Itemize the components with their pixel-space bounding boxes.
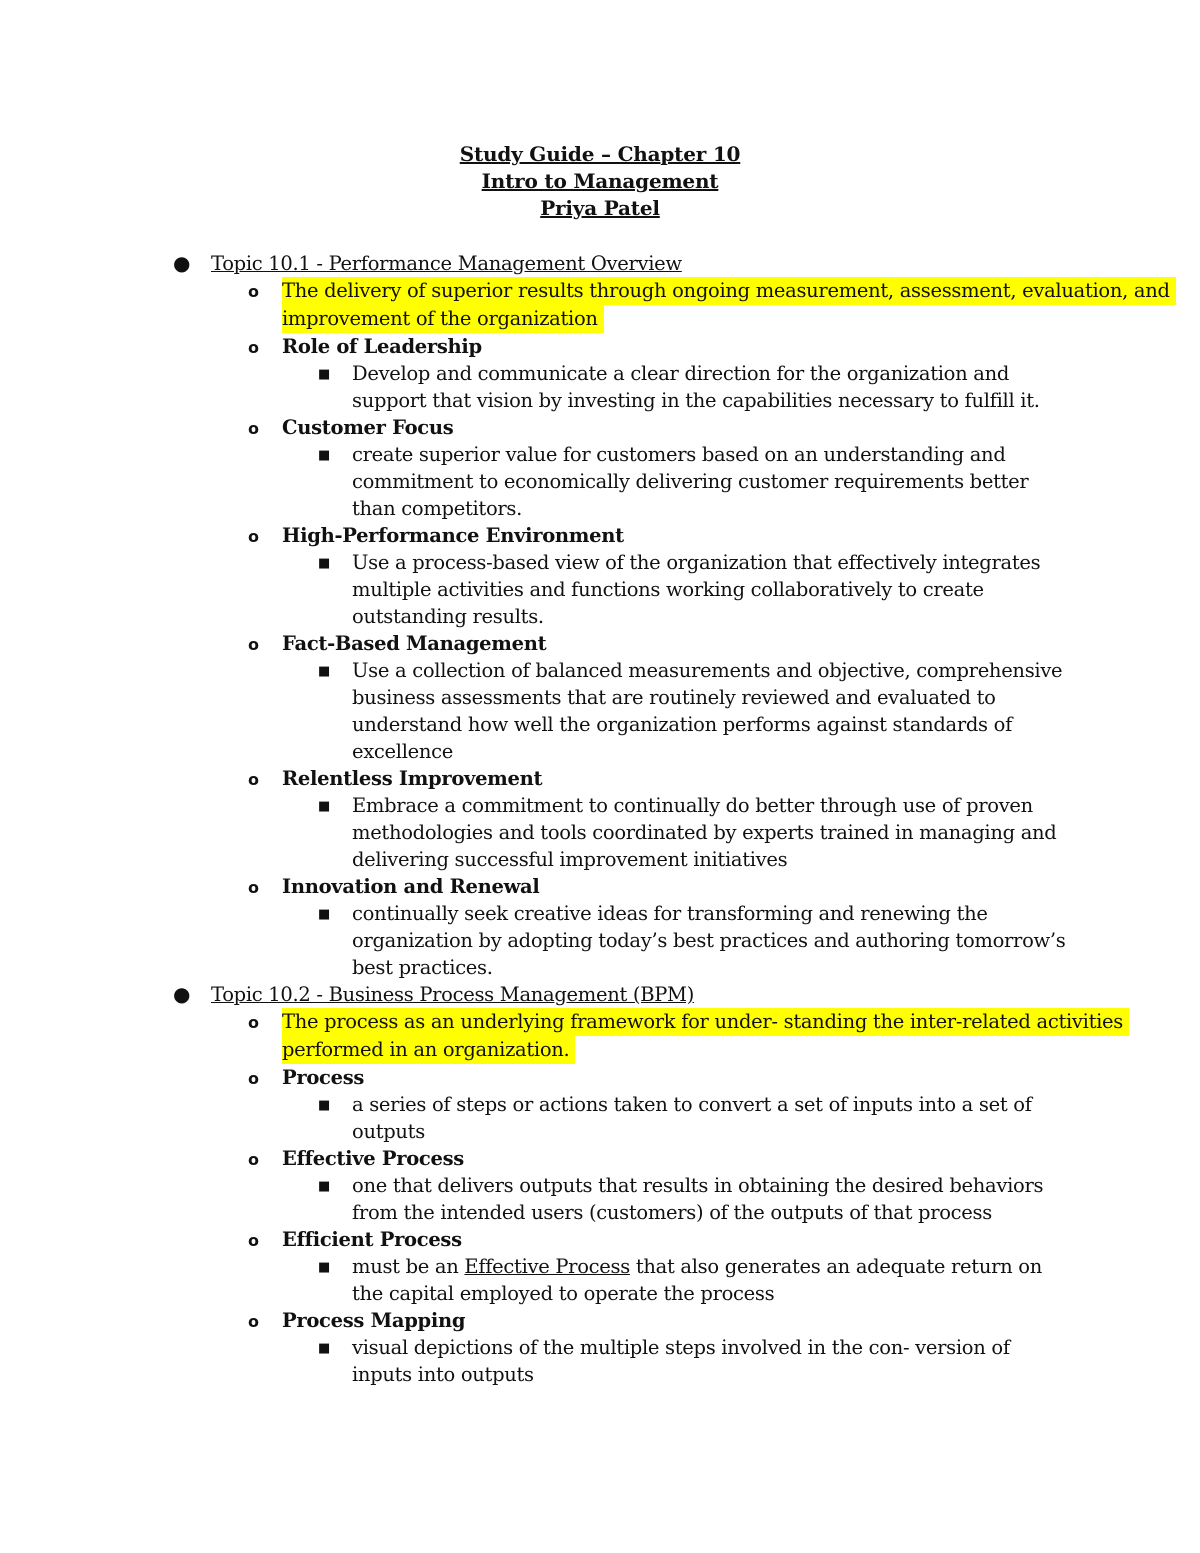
detail-text: Use a collection of balanced measurements and objective, comprehensive business assessments that are routinely reviewed and evaluated to understand how well the organization performs against standards of excellence: [352, 659, 1063, 763]
square-bullet-icon: ■: [318, 367, 330, 382]
detail-text: Develop and communicate a clear direction for the organization and support that vision by investing in the capabilities necessary to fulfill it.: [352, 362, 1040, 412]
filled-bullet-icon: ●: [173, 251, 191, 275]
hollow-bullet-icon: o: [248, 1150, 259, 1169]
subtopic-item: [0, 873, 1200, 900]
subtopic-heading: High-Performance Environment: [282, 524, 624, 547]
detail-text: visual depictions of the multiple steps involved in the con- version of inputs into outputs: [352, 1336, 1010, 1386]
subtopic-heading: Fact-Based Management: [282, 632, 547, 655]
square-bullet-icon: ■: [318, 664, 330, 679]
hollow-bullet-icon: o: [248, 419, 259, 438]
topic-title: Topic 10.2 - Business Process Management (BPM): [211, 983, 695, 1006]
filled-bullet-icon: ●: [173, 982, 191, 1006]
detail-item: [0, 900, 1200, 981]
detail-item: [0, 1172, 1200, 1226]
hollow-bullet-icon: o: [248, 282, 259, 301]
detail-text: Use a process-based view of the organization that effectively integrates multiple activities and functions working collaboratively to create outstanding results.: [352, 551, 1041, 628]
hollow-bullet-icon: o: [248, 1231, 259, 1250]
hollow-bullet-icon: o: [248, 878, 259, 897]
square-bullet-icon: ■: [318, 1098, 330, 1113]
hollow-bullet-icon: o: [248, 527, 259, 546]
detail-text: Embrace a commitment to continually do better through use of proven methodologies and tools coordinated by experts trained in managing and delivering successful improvement initiatives: [352, 794, 1057, 871]
hollow-bullet-icon: o: [248, 1069, 259, 1088]
detail-item: [0, 441, 1200, 522]
title-line: Study Guide – Chapter 10: [459, 142, 741, 166]
hollow-bullet-icon: o: [248, 1013, 259, 1032]
hollow-bullet-icon: o: [248, 338, 259, 357]
outline: [0, 250, 1200, 1388]
detail-text: a series of steps or actions taken to convert a set of inputs into a set of outputs: [352, 1093, 1032, 1143]
subtopic-heading: Relentless Improvement: [282, 767, 543, 790]
square-bullet-icon: ■: [318, 1260, 330, 1275]
hollow-bullet-icon: o: [248, 635, 259, 654]
topic-title: Topic 10.1 - Performance Management Overview: [211, 252, 682, 275]
subtopic-heading: Process Mapping: [282, 1309, 466, 1332]
topic-item: [0, 981, 1200, 1008]
topic-item: [0, 250, 1200, 277]
highlighted-definition: The process as an underlying framework for under- standing the inter-related activities performed in an organization.: [282, 1008, 1129, 1064]
author-line: Priya Patel: [540, 196, 660, 220]
detail-text-start: must be an: [352, 1255, 465, 1278]
detail-item: [0, 549, 1200, 630]
subtopic-item: [0, 1307, 1200, 1334]
detail-text: create superior value for customers based on an understanding and commitment to economically delivering customer requirements better than competitors.: [352, 443, 1029, 520]
subtopic-heading: Efficient Process: [282, 1228, 462, 1251]
subtopic-heading: Effective Process: [282, 1147, 464, 1170]
subtopic-item: [0, 1145, 1200, 1172]
document-header: [0, 141, 1200, 222]
square-bullet-icon: ■: [318, 1179, 330, 1194]
subtopic-heading: Innovation and Renewal: [282, 875, 540, 898]
detail-item: [0, 360, 1200, 414]
square-bullet-icon: ■: [318, 1341, 330, 1356]
subtopic-heading: Role of Leadership: [282, 335, 482, 358]
detail-text: one that delivers outputs that results in obtaining the desired behaviors from the intended users (customers) of the outputs of that process: [352, 1174, 1044, 1224]
subtopic-item: [0, 333, 1200, 360]
detail-item: [0, 1334, 1200, 1388]
detail-item: [0, 657, 1200, 765]
highlighted-definition: The delivery of superior results through ongoing measurement, assessment, evaluation, and improvement of the organization: [282, 277, 1176, 333]
detail-text: continually seek creative ideas for transforming and renewing the organization by adopting today’s best practices and authoring tomorrow’s best practices.: [352, 902, 1066, 979]
subtopic-item: [0, 630, 1200, 657]
hollow-bullet-icon: o: [248, 1312, 259, 1331]
square-bullet-icon: ■: [318, 448, 330, 463]
subtopic-heading: Process: [282, 1066, 365, 1089]
subtopic-item: [0, 522, 1200, 549]
square-bullet-icon: ■: [318, 907, 330, 922]
detail-item: [0, 1253, 1200, 1307]
subtopic-item: [0, 1226, 1200, 1253]
course-line: Intro to Management: [481, 169, 719, 193]
subtopic-item: [0, 414, 1200, 441]
detail-item: [0, 792, 1200, 873]
subtopic-heading: Customer Focus: [282, 416, 454, 439]
subtopic-item: [0, 765, 1200, 792]
effective-process-reference: Effective Process: [464, 1255, 630, 1278]
hollow-bullet-icon: o: [248, 770, 259, 789]
definition-item: [0, 1008, 1200, 1064]
definition-item: [0, 277, 1200, 333]
detail-text-end: that also generates an adequate return on the capital employed to operate the process: [352, 1255, 1042, 1305]
detail-item: [0, 1091, 1200, 1145]
square-bullet-icon: ■: [318, 799, 330, 814]
square-bullet-icon: ■: [318, 556, 330, 571]
subtopic-item: [0, 1064, 1200, 1091]
